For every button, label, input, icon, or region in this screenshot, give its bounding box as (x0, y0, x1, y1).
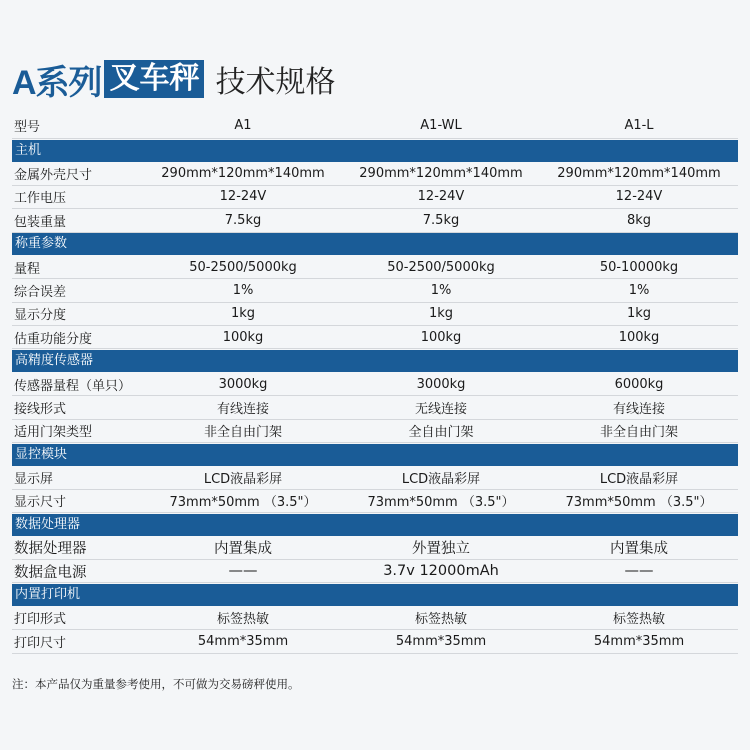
spec-value: 7.5kg (422, 212, 460, 228)
spec-row (12, 396, 738, 419)
spec-value: 非全自由门架 (599, 425, 678, 441)
spec-row (12, 490, 738, 513)
page-header (12, 58, 336, 100)
spec-value: 290mm*120mm*140mm (359, 166, 523, 182)
spec-value: 100kg (222, 329, 264, 345)
spec-value: 内置集成 (214, 541, 272, 558)
spec-value: 100kg (420, 329, 462, 345)
spec-row (12, 326, 738, 349)
spec-label: 量程 (14, 261, 41, 277)
spec-value: 6000kg (614, 376, 664, 392)
model-name: A1-WL (420, 118, 462, 133)
spec-value: 非全自由门架 (203, 425, 282, 441)
spec-value: 3000kg (416, 376, 466, 392)
spec-label: 接线形式 (14, 401, 67, 417)
spec-value: LCD液晶彩屏 (203, 472, 283, 488)
spec-value: 50-2500/5000kg (387, 259, 495, 275)
spec-value: 50-2500/5000kg (189, 259, 297, 275)
spec-row (12, 256, 738, 279)
spec-label: 工作电压 (14, 191, 67, 207)
spec-row (12, 420, 738, 443)
spec-value: 全自由门架 (408, 425, 474, 441)
spec-value: 54mm*35mm (197, 633, 289, 649)
spec-value: 3.7v 12000mAh (383, 563, 499, 580)
spec-value: 1kg (626, 306, 652, 322)
spec-row (12, 279, 738, 302)
model-header-row (12, 113, 738, 139)
spec-value: 73mm*50mm （3.5"） (169, 495, 317, 511)
spec-label: 传感器量程（单只） (14, 378, 132, 394)
spec-value: 290mm*120mm*140mm (161, 166, 325, 182)
spec-value: 100kg (618, 329, 660, 345)
spec-value: —— (228, 563, 258, 580)
spec-label: 金属外壳尺寸 (14, 168, 93, 184)
spec-row (12, 560, 738, 583)
spec-value: 无线连接 (414, 401, 467, 417)
spec-value: LCD液晶彩屏 (599, 472, 679, 488)
spec-value: LCD液晶彩屏 (401, 472, 481, 488)
section-header: 显控模块 (12, 444, 738, 466)
disclaimer-note: 注：本产品仅为重量参考使用，不可做为交易磅秤使用。 (12, 677, 300, 691)
spec-label: 综合误差 (14, 285, 67, 300)
model-column-label: 型号 (14, 120, 41, 135)
section-header: 称重参数 (12, 233, 738, 255)
spec-value: 1kg (428, 306, 454, 322)
section-header: 数据处理器 (12, 514, 738, 536)
spec-value: 1% (628, 283, 650, 298)
spec-value: 12-24V (219, 189, 267, 205)
spec-row (12, 537, 738, 560)
spec-value: 有线连接 (612, 401, 665, 417)
product-name-highlight: 叉车秤 (104, 60, 204, 98)
spec-row (12, 466, 738, 489)
section-header: 高精度传感器 (12, 350, 738, 372)
spec-row (12, 209, 738, 232)
spec-label: 打印形式 (14, 612, 67, 628)
spec-value: 73mm*50mm （3.5"） (367, 495, 515, 511)
model-name: A1 (234, 118, 252, 133)
spec-label: 显示分度 (14, 308, 67, 324)
spec-value: 54mm*35mm (593, 633, 685, 649)
spec-row (12, 630, 738, 653)
series-name: A系列 (12, 63, 102, 102)
page-subtitle: 技术规格 (215, 65, 336, 100)
spec-value: 8kg (626, 212, 652, 228)
spec-row (12, 607, 738, 630)
spec-label: 显示屏 (14, 472, 54, 488)
spec-row (12, 303, 738, 326)
spec-value: 1kg (230, 306, 256, 322)
spec-value: 290mm*120mm*140mm (557, 166, 721, 182)
spec-row (12, 373, 738, 396)
section-header: 主机 (12, 140, 738, 162)
spec-table (12, 113, 738, 654)
spec-value: 12-24V (417, 189, 465, 205)
spec-value: 54mm*35mm (395, 633, 487, 649)
spec-value: —— (624, 563, 654, 580)
spec-row (12, 162, 738, 185)
spec-value: 3000kg (218, 376, 268, 392)
spec-label: 数据处理器 (14, 541, 87, 558)
spec-value: 有线连接 (216, 401, 269, 417)
section-header: 内置打印机 (12, 584, 738, 606)
spec-value: 内置集成 (610, 541, 668, 558)
spec-value: 标签热敏 (612, 612, 665, 628)
spec-value: 12-24V (615, 189, 663, 205)
spec-value: 外置独立 (412, 541, 470, 558)
spec-label: 数据盒电源 (14, 564, 87, 581)
spec-row (12, 186, 738, 209)
spec-label: 适用门架类型 (14, 425, 93, 441)
spec-value: 标签热敏 (216, 612, 269, 628)
spec-value: 73mm*50mm （3.5"） (565, 495, 713, 511)
spec-value: 1% (430, 283, 452, 298)
model-name: A1-L (624, 118, 654, 133)
spec-value: 7.5kg (224, 212, 262, 228)
spec-label: 打印尺寸 (14, 635, 67, 651)
spec-label: 包装重量 (14, 214, 67, 230)
spec-value: 标签热敏 (414, 612, 467, 628)
spec-value: 1% (232, 283, 254, 298)
spec-label: 估重功能分度 (14, 331, 93, 347)
spec-value: 50-10000kg (599, 259, 679, 275)
spec-label: 显示尺寸 (14, 495, 67, 511)
